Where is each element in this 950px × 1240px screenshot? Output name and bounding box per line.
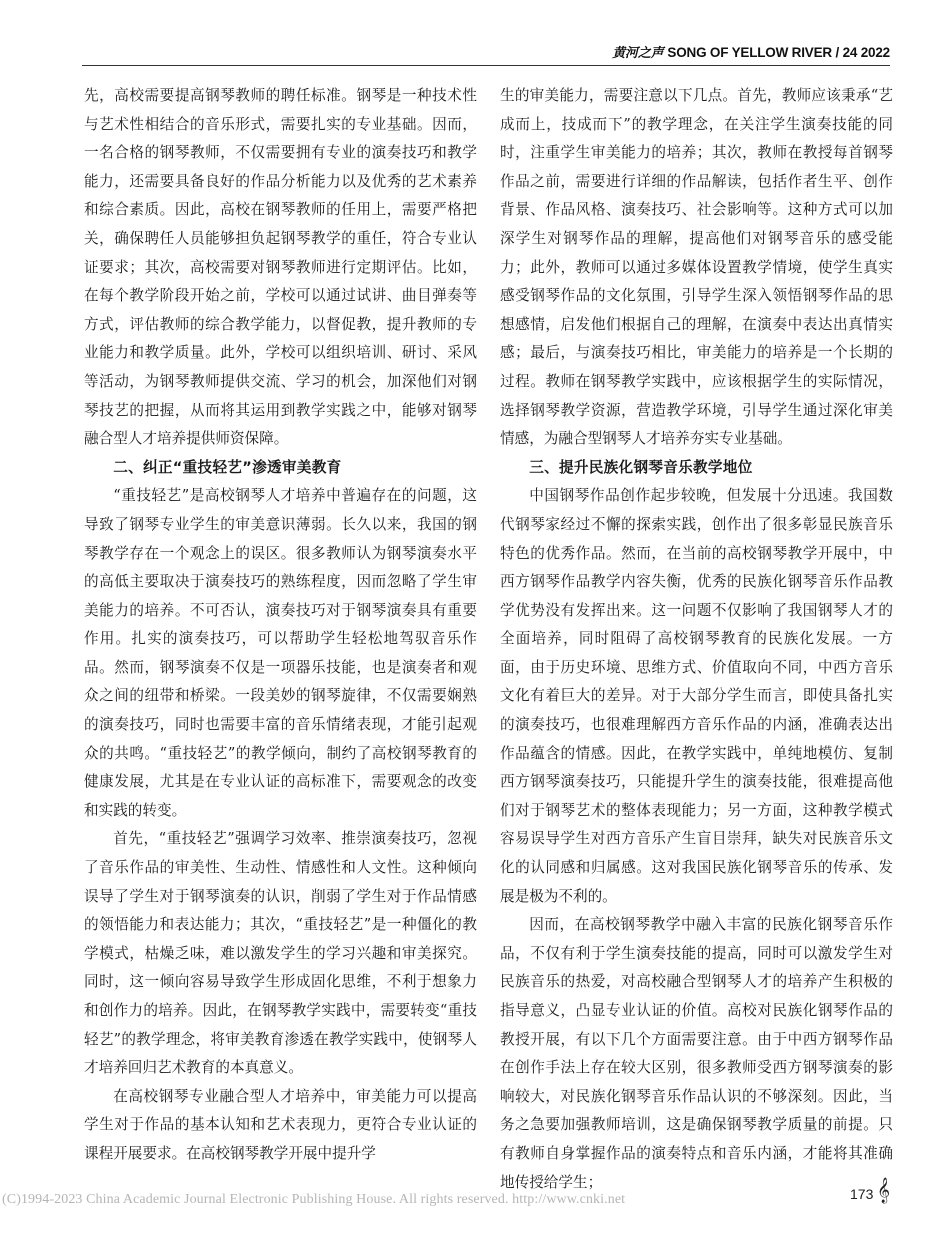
paragraph: 中国钢琴作品创作起步较晚，但发展十分迅速。我国数代钢琴家经过不懈的探索实践，创作出了很多彰显民族音乐特色的优秀作品。然而，在当前的高校钢琴教学开展中，中西方钢琴作品教学内容失衡，优秀的民族化钢琴音乐作品教学优势没有发挥出来。这一问题不仅影响了我国钢琴人才的全面培养，同时阻碍了高校钢琴教育的民族化发展。一方面，由于历史环境、思维方式、价值取向不同，中西方音乐文化有着巨大的差异。对于大部分学生而言，即使具备扎实的演奏技巧，也很难理解西方音乐作品的内涵，准确表达出作品蕴含的情感。因此，在教学实践中，单纯地模仿、复制西方钢琴演奏技巧，只能提升学生的演奏技能，很难提高他们对于钢琴艺术的整体表现能力；另一方面，这种教学模式容易误导学生对西方音乐产生盲目崇拜，缺失对民族音乐文化的认同感和归属感。这对我国民族化钢琴音乐的传承、发展是极为不利的。 (500, 487, 893, 905)
section-heading-2: 二、纠正“重技轻艺”渗透审美教育 (113, 458, 342, 476)
header-rule (82, 65, 890, 66)
paragraph: 在高校钢琴专业融合型人才培养中，审美能力可以提高学生对于作品的基本认知和艺术表现力，更符合专业认证的课程开展要求。在高校钢琴教学开展中提升学 (84, 1087, 477, 1162)
journal-title: SONG OF YELLOW RIVER / 24 2022 (667, 45, 890, 60)
copyright-watermark: (C)1994-2023 China Academic Journal Electronic Publishing House. All rights reserved. http://www.cnki.net (2, 1192, 626, 1207)
right-column (500, 82, 893, 1197)
left-column (84, 82, 477, 1169)
running-header (82, 36, 890, 66)
paragraph: 因而，在高校钢琴教学中融入丰富的民族化钢琴音乐作品，不仅有利于学生演奏技能的提高，同时可以激发学生对民族音乐的热爱，对高校融合型钢琴人才的培养产生积极的指导意义，凸显专业认证的价值。高校对民族化钢琴作品的教授开展，有以下几个方面需要注意。由于中西方钢琴作品在创作手法上存在较大区别，很多教师受西方钢琴演奏的影响较大，对民族化钢琴音乐作品认识的不够深刻。因此，当务之急要加强教师培训，这是确保钢琴教学质量的前提。只有教师自身掌握作品的演奏特点和音乐内涵，才能将其准确地传授给学生； (500, 916, 893, 1191)
paragraph: 生的审美能力，需要注意以下几点。首先，教师应该秉承“艺成而上，技成而下”的教学理念，在关注学生演奏技能的同时，注重学生审美能力的培养；其次，教师在教授每首钢琴作品之前，需要进行详细的作品解读，包括作者生平、创作背景、作品风格、演奏技巧、社会影响等。这种方式可以加深学生对钢琴作品的理解，提高他们对钢琴音乐的感受能力；此外，教师可以通过多媒体设置教学情境，使学生真实感受钢琴作品的文化氛围，引导学生深入领悟钢琴作品的思想感情，启发他们根据自己的理解，在演奏中表达出真情实感；最后，与演奏技巧相比，审美能力的培养是一个长期的过程。教师在钢琴教学实践中，应该根据学生的实际情况，选择钢琴教学资源，营造教学环境，引导学生通过深化审美情感，为融合型钢琴人才培养夯实专业基础。 (500, 87, 893, 448)
journal-logo: 黄河之声 (612, 46, 664, 61)
paragraph: 先，高校需要提高钢琴教师的聘任标准。钢琴是一种技术性与艺术性相结合的音乐形式，需要扎实的专业基础。因而，一名合格的钢琴教师，不仅需要拥有专业的演奏技巧和教学能力，还需要具备良好的作品分析能力以及优秀的艺术素养和综合素质。因此，高校在钢琴教师的任用上，需要严格把关，确保聘任人员能够担负起钢琴教学的重任，符合专业认证要求；其次，高校需要对钢琴教师进行定期评估。比如，在每个教学阶段开始之前，学校可以通过试讲、曲目弹奏等方式，评估教师的综合教学能力，以督促教，提升教师的专业能力和教学质量。此外，学校可以组织培训、研讨、采风等活动，为钢琴教师提供交流、学习的机会，加深他们对钢琴技艺的把握，从而将其运用到教学实践之中，能够对钢琴融合型人才培养提供师资保障。 (84, 87, 477, 448)
treble-clef-icon: 𝄞 (877, 1178, 891, 1203)
paragraph: 首先，“重技轻艺”强调学习效率、推崇演奏技巧，忽视了音乐作品的审美性、生动性、情感性和人文性。这种倾向误导了学生对于钢琴演奏的认识，削弱了学生对于作品情感的领悟能力和表达能力；其次，“重技轻艺”是一种僵化的教学模式，枯燥乏味，难以激发学生的学习兴趣和审美探究。同时，这一倾向容易导致学生形成固化思维，不利于想象力和创作力的培养。因此，在钢琴教学实践中，需要转变“重技轻艺”的教学理念，将审美教育渗透在教学实践中，使钢琴人才培养回归艺术教育的本真意义。 (84, 830, 477, 1077)
journal-brand (612, 42, 890, 61)
page-number: 173 (850, 1186, 874, 1202)
paragraph: “重技轻艺”是高校钢琴人才培养中普遍存在的问题，这导致了钢琴专业学生的审美意识薄弱。长久以来，我国的钢琴教学存在一个观念上的误区。很多教师认为钢琴演奏水平的高低主要取决于演奏技巧的熟练程度，因而忽略了学生审美能力的培养。不可否认，演奏技巧对于钢琴演奏具有重要作用。扎实的演奏技巧，可以帮助学生轻松地驾驭音乐作品。然而，钢琴演奏不仅是一项器乐技能，也是演奏者和观众之间的纽带和桥梁。一段美妙的钢琴旋律，不仅需要娴熟的演奏技巧，同时也需要丰富的音乐情绪表现，才能引起观众的共鸣。“重技轻艺”的教学倾向，制约了高校钢琴教育的健康发展，尤其是在专业认证的高标准下，需要观念的改变和实践的转变。 (84, 487, 477, 819)
section-heading-3: 三、提升民族化钢琴音乐教学地位 (529, 458, 753, 476)
